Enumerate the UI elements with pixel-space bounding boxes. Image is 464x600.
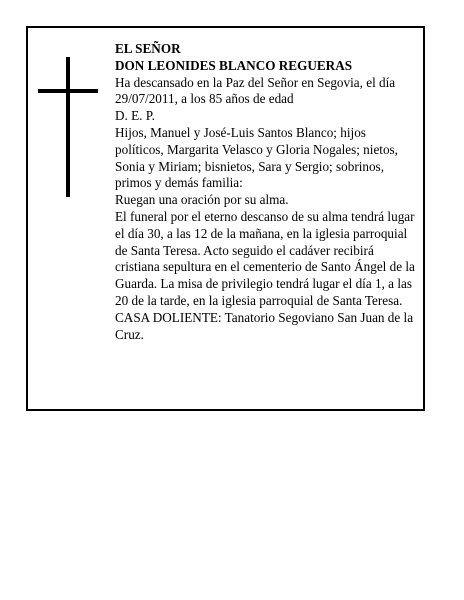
- deceased-name: DON LEONIDES BLANCO REGUERAS: [115, 57, 353, 73]
- prayer-request: Ruegan una oración por su alma.: [115, 192, 289, 208]
- cross-vertical-bar: [66, 57, 70, 197]
- funeral-details: El funeral por el eterno descanso de su alma tendrá lugar el día 30, a las 12 de la mañana, en la iglesia parroquial de Santa Teresa. Acto seguido el cadáver recibirá cristiana sepultura en el cementerio de Santo Ángel de la Guarda. La misa de privilegio tendrá lugar el día 1, a las 20 de la tarde, en la iglesia parroquial de Santa Teresa.: [115, 208, 415, 308]
- rip-line: D. E. P.: [115, 108, 155, 124]
- heading-title: EL SEÑOR: [115, 41, 181, 56]
- cross-icon: [38, 57, 98, 197]
- obituary-text: [115, 41, 415, 343]
- death-announcement: Ha descansado en la Paz del Señor en Segovia, el día 29/07/2011, a los 85 años de edad: [115, 74, 396, 107]
- cross-horizontal-bar: [38, 89, 98, 93]
- family-list: Hijos, Manuel y José-Luis Santos Blanco; hijos políticos, Margarita Velasco y Gloria Nogales; nietos, Sonia y Miriam; bisnietos, Sara y Sergio; sobrinos, primos y demás familia:: [115, 124, 398, 191]
- casa-doliente: CASA DOLIENTE: Tanatorio Segoviano San Juan de la Cruz.: [115, 309, 414, 342]
- obituary-notice: [26, 26, 425, 411]
